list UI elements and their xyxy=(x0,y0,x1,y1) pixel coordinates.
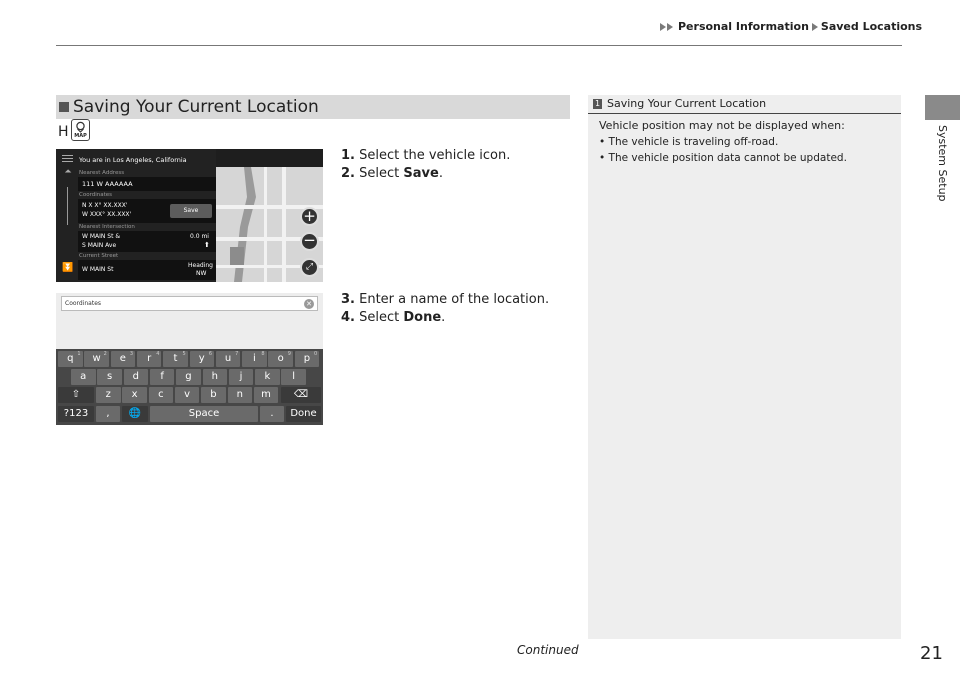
nearest-address-row[interactable] xyxy=(78,177,216,191)
key-symbols[interactable]: ?123 xyxy=(58,406,94,422)
key-t[interactable]: t 5 xyxy=(163,351,188,367)
key-e[interactable]: e 3 xyxy=(111,351,136,367)
step-3 xyxy=(341,291,549,309)
note-title-text: Saving Your Current Location xyxy=(607,97,767,110)
step-number: 1. xyxy=(341,148,355,163)
key-i[interactable]: i 8 xyxy=(242,351,267,367)
note-body xyxy=(599,118,847,166)
current-street-label: Current Street xyxy=(79,253,119,259)
done-button[interactable]: Done xyxy=(286,406,321,422)
backspace-icon[interactable]: ⌫ xyxy=(281,387,321,403)
name-input[interactable] xyxy=(61,296,318,311)
breadcrumb-item-personal-information[interactable]: Personal Information xyxy=(678,20,809,33)
key-a[interactable]: a xyxy=(71,369,96,385)
step-2 xyxy=(341,165,443,183)
nearest-address-value: 111 W AAAAAA xyxy=(82,180,133,188)
step-text: Select xyxy=(359,310,404,325)
nearest-address-label: Nearest Address xyxy=(79,170,125,176)
note-title xyxy=(588,97,901,114)
intersection-row[interactable] xyxy=(78,231,216,252)
step-bold-term: Done xyxy=(403,310,442,325)
map-button-label: MAP xyxy=(74,133,87,139)
key-f[interactable]: f xyxy=(150,369,175,385)
triangle-icon xyxy=(660,23,666,31)
key-hint: 5 xyxy=(182,351,186,357)
zoom-in-button[interactable]: + xyxy=(300,207,319,226)
globe-icon[interactable]: 🌐 xyxy=(122,406,148,422)
key-o[interactable]: o 9 xyxy=(268,351,293,367)
key-d[interactable]: d xyxy=(124,369,149,385)
step-4 xyxy=(341,309,445,327)
chapter-tab xyxy=(925,125,960,215)
chapter-tab-marker xyxy=(925,95,960,120)
shift-icon[interactable]: ⇧ xyxy=(58,387,94,403)
step-number: 2. xyxy=(341,166,355,181)
reference-icon: 1 xyxy=(594,98,601,108)
key-m[interactable]: m xyxy=(254,387,279,403)
key-s[interactable]: s xyxy=(97,369,122,385)
key-j[interactable]: j xyxy=(229,369,254,385)
info-panel xyxy=(56,149,216,282)
key-z[interactable]: z xyxy=(96,387,121,403)
map-button-icon xyxy=(71,119,90,141)
step-text: Select the vehicle icon. xyxy=(359,148,511,163)
vehicle-info-screen xyxy=(56,149,323,282)
page-number: 21 xyxy=(920,643,943,664)
map-view[interactable] xyxy=(216,167,323,282)
step-text: Select xyxy=(359,166,404,181)
save-button[interactable]: Save xyxy=(170,204,212,218)
key-r[interactable]: r 4 xyxy=(137,351,162,367)
intersection-street-1: W MAIN St & xyxy=(82,233,121,240)
scroll-up-icon[interactable]: ⏶ xyxy=(64,167,72,177)
note-sidebar xyxy=(588,95,901,639)
key-b[interactable]: b xyxy=(201,387,226,403)
step-tail: . xyxy=(441,310,446,325)
keyboard-screen xyxy=(56,293,323,425)
key-hint: 9 xyxy=(287,351,291,357)
intersection-label: Nearest Intersection xyxy=(79,224,135,230)
section-title: Saving Your Current Location xyxy=(73,97,319,117)
note-bullet-text: The vehicle position data cannot be updated. xyxy=(608,152,847,164)
step-1 xyxy=(341,147,510,165)
direction-arrow-icon: ⬆ xyxy=(204,241,210,249)
heading-label: Heading xyxy=(188,262,213,269)
key-q[interactable]: q 1 xyxy=(58,351,83,367)
scroll-down-icon[interactable]: ⏬ xyxy=(62,263,74,273)
key-hint: 7 xyxy=(235,351,239,357)
triangle-icon xyxy=(812,23,818,31)
coordinate-west: W XXX° XX.XXX' xyxy=(82,211,132,218)
square-bullet-icon xyxy=(59,102,69,112)
coordinates-label: Coordinates xyxy=(79,192,113,198)
triangle-icon xyxy=(667,23,673,31)
breadcrumb-item-saved-locations[interactable]: Saved Locations xyxy=(820,20,923,33)
current-street-value: W MAIN St xyxy=(82,266,114,273)
key-space[interactable]: Space xyxy=(150,406,258,422)
clear-icon[interactable]: ✕ xyxy=(304,299,314,309)
step-text: Enter a name of the location. xyxy=(359,292,550,307)
key-w[interactable]: w 2 xyxy=(84,351,109,367)
key-hint: 0 xyxy=(314,351,318,357)
key-g[interactable]: g xyxy=(176,369,201,385)
key-period[interactable]: . xyxy=(260,406,284,422)
key-n[interactable]: n xyxy=(228,387,253,403)
key-k[interactable]: k xyxy=(255,369,280,385)
key-p[interactable]: p 0 xyxy=(295,351,320,367)
key-h[interactable]: h xyxy=(203,369,228,385)
breadcrumb xyxy=(660,20,922,33)
step-number: 4. xyxy=(341,310,355,325)
header-divider xyxy=(56,45,902,46)
scrollbar[interactable] xyxy=(67,187,68,225)
continued-label: Continued xyxy=(517,643,579,657)
note-intro: Vehicle position may not be displayed when: xyxy=(599,119,845,132)
note-bullet: • The vehicle position data cannot be updated. xyxy=(599,152,847,164)
name-input-value: Coordinates xyxy=(65,300,102,307)
key-l[interactable]: l xyxy=(281,369,306,385)
home-button-icon: H xyxy=(58,124,69,140)
key-y[interactable]: y 6 xyxy=(190,351,215,367)
key-hint: 3 xyxy=(129,351,134,357)
key-hint: 6 xyxy=(208,351,212,357)
onscreen-keyboard xyxy=(56,349,323,425)
key-c[interactable]: c xyxy=(149,387,174,403)
step-tail: . xyxy=(438,166,443,181)
note-bullet: • The vehicle is traveling off-road. xyxy=(599,136,779,148)
key-hint: 8 xyxy=(261,351,265,357)
chapter-tab-label: System Setup xyxy=(936,125,949,202)
intersection-distance: 0.0 mi xyxy=(190,233,209,240)
key-v[interactable]: v xyxy=(175,387,200,403)
key-hint: 1 xyxy=(77,351,81,357)
heading-value: NW xyxy=(196,270,207,277)
current-street-row xyxy=(78,260,216,280)
fullscreen-button[interactable]: ⤢ xyxy=(300,258,319,277)
step-bold-term: Save xyxy=(403,166,439,181)
key-comma[interactable]: , xyxy=(96,406,120,422)
note-bullet-text: The vehicle is traveling off-road. xyxy=(608,136,779,148)
step-number: 3. xyxy=(341,292,355,307)
location-title: You are in Los Angeles, California xyxy=(79,156,187,164)
zoom-out-button[interactable]: − xyxy=(300,232,319,251)
key-x[interactable]: x xyxy=(122,387,147,403)
key-hint: 2 xyxy=(103,351,107,357)
intersection-street-2: S MAIN Ave xyxy=(82,242,117,249)
key-hint: 4 xyxy=(156,351,160,357)
key-u[interactable]: u 7 xyxy=(216,351,241,367)
coordinate-north: N X X° XX.XXX' xyxy=(82,202,128,209)
section-heading xyxy=(56,95,570,119)
